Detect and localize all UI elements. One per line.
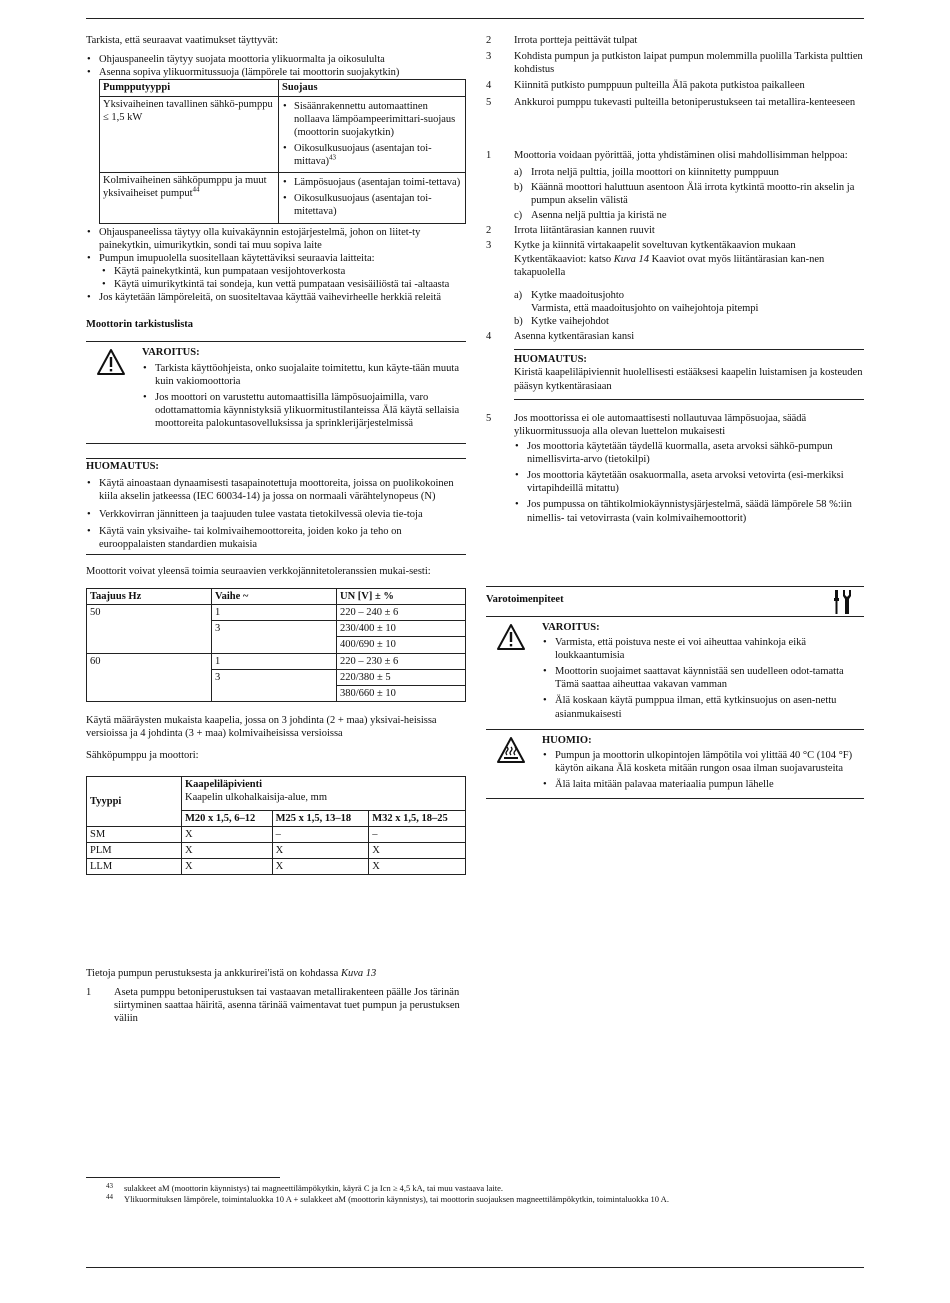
pump-protection-table	[99, 79, 466, 223]
table-header: M32 x 1,5, 18–25	[369, 810, 466, 826]
list-item: • Jos pumpussa on tähtikolmiokäynnistysjärjestelmä, säädä lämpörele 58 %:iin nimellis- tai vetovirrasta (vain kolmivaihemoottorit)	[514, 498, 864, 524]
warning-heading: VAROITUS:	[142, 347, 200, 359]
table-cell: 220/380 ± 5	[337, 669, 466, 685]
table-row: PLM X X X	[87, 842, 466, 858]
cable-text: Käytä määräysten mukaista kaapelia, jossa on 3 johdinta (2 + maa) yksivai-heisissa versioissa ja 4 johdinta (3 + maa) kolmivaiheisissa versioissa	[86, 714, 437, 739]
list-item: 2 Irrota liitäntärasian kannen ruuvit	[486, 225, 655, 237]
top-rule	[86, 18, 864, 19]
voltage-intro: Moottorit voivat yleensä toimia seuraavien verkkojännitetoleranssien mukai-sesti:	[86, 565, 431, 577]
table-cell: Kolmivaiheinen sähköpumppu ja muut yksivaiheiset pumput$^{44}$	[100, 173, 279, 223]
note-heading: HUOMAUTUS:	[86, 461, 159, 473]
list-item: • Käytä vain yksivaihe- tai kolmivaihemoottoreita, joiden koko ja teho on eurooppalaisten standardien mukaisia	[86, 525, 466, 551]
list-item: • Oikosulkusuojaus (asentajan toi-mitettava)	[282, 192, 462, 218]
warning-triangle-icon	[96, 348, 126, 376]
table-cell: 230/400 ± 10	[337, 621, 466, 637]
list-item: b) Kytke vaihejohdot	[514, 316, 609, 327]
table-header: Vaihe ~	[212, 589, 337, 605]
table-cell: 50	[87, 605, 212, 653]
section-title: Moottorin tarkistuslista	[86, 319, 194, 331]
list-item: • Lämpösuojaus (asentajan toimi-tettava)	[282, 176, 462, 189]
table-cell: 380/660 ± 10	[337, 685, 466, 701]
overload-steps	[486, 412, 864, 525]
table-header: M20 x 1,5, 6–12	[182, 810, 273, 826]
table-cell: Yksivaiheinen tavallinen sähkö-pumppu ≤ 1,5 kW	[100, 96, 279, 173]
note-box	[514, 349, 864, 399]
wiring-steps	[486, 149, 864, 344]
list-item: • Ohjauspaneelissa täytyy olla kuivakäynnin estojärjestelmä, johon on liitet-ty painekytkin, uimurikytkin, sondi tai muu sopiva laite	[86, 226, 466, 252]
list-item: • Verkkovirran jännitteen ja taajuuden tulee vastata tietokilvessä olevia tie-toja	[86, 508, 466, 521]
list-item: • Oikosulkusuojaus (asentajan toi-mittava)$^{43}$	[282, 142, 462, 168]
footnote-ref: 43	[329, 153, 336, 162]
table-cell: 3	[212, 621, 337, 653]
list-item: a) Kytke maadoitusjohto Varmista, että maadoitusjohto on vaihejohtoja pitempi	[514, 289, 759, 314]
pump-motor-label: Sähköpumppu ja moottori:	[86, 750, 199, 762]
list-item: 5 Ankkuroi pumppu tukevasti pulteilla betoniperustukseen tai metallira-kenteeseen	[486, 96, 856, 108]
list-item: 3 Kytke ja kiinnitä virtakaapelit soveltuvan kytkentäkaavion mukaan Kytkentäkaaviot: katso Kuva 14 Kaaviot ovat myös liitäntärasian kan-nen takapuolella a) Kytke maadoitusjohto Varmista, että maadoitusjohto on vaihejohtoja pitempi b) Kytke vaihejohdot	[486, 239, 864, 328]
warning-box	[486, 616, 864, 729]
footnote-ref: 44	[192, 185, 200, 194]
table-row	[100, 96, 466, 173]
table-row	[87, 605, 466, 621]
foundation-text: Tietoja pumpun perustuksesta ja ankkurirei'istä on kohdassa Kuva 13	[86, 968, 377, 979]
table-header: Suojaus	[279, 80, 466, 96]
footnotes	[106, 1183, 846, 1206]
figure-ref: Kuva 13	[340, 968, 377, 979]
table-cell: 220 – 230 ± 6	[337, 653, 466, 669]
note-heading: HUOMAUTUS:	[514, 354, 587, 366]
left-column	[86, 34, 466, 1026]
installation-steps-cont	[486, 34, 864, 109]
caution-heading: HUOMIO:	[542, 734, 592, 746]
note-list	[86, 477, 466, 551]
sub-steps	[514, 166, 864, 223]
divider	[86, 554, 466, 555]
list-item: • Moottorin suojaimet saattavat käynnistää sen uudelleen odot-tamatta Tämä saattaa aiheuttaa vakavan vamman	[542, 665, 864, 691]
divider	[86, 458, 466, 459]
list-item: • Älä laita mitään palavaa materiaalia pumpun lähelle	[542, 778, 864, 791]
tools-icon	[832, 590, 854, 614]
hot-surface-icon	[496, 736, 526, 764]
list-item: • Käytä ainoastaan dynaamisesti tasapainotettuja moottoreita, joissa on puolikokoinen kiila akselin jatkeessa (IEC 60034-14) ja jossa on normaali värähtelynopeus (N)	[86, 477, 466, 503]
sub-list	[101, 265, 466, 291]
caution-box	[486, 729, 864, 800]
sub-steps	[514, 289, 864, 328]
figure-ref: Kuva 14	[613, 253, 650, 265]
note-text: Kiristä kaapeliläpiviennit huolellisesti estääksesi kaapelin luistamisen ja kosteuden pääsyn kytkentärasiaan	[514, 367, 863, 392]
right-column	[486, 34, 864, 799]
list-item: • Asenna sopiva ylikuormitussuoja (lämpörele tai moottorin suojakytkin)	[86, 66, 466, 79]
list-item: 4 Kiinnitä putkisto pumppuun pulteilla Älä pakota putkistoa paikalleen	[486, 80, 805, 92]
table-header: Kaapeliläpivienti Kaapelin ulkohalkaisija-alue, mm	[182, 777, 466, 810]
list-item: • Jos moottoria käytetään osakuormalla, aseta arvoksi vetovirta (esi-merkiksi virtapihdeillä mitattu)	[514, 469, 864, 495]
installation-steps	[86, 986, 466, 1025]
table-cell: 1	[212, 605, 337, 621]
list-item: • Jos käytetään lämpöreleitä, on suositeltavaa käyttää vaihevirheelle herkkiä releitä	[86, 291, 466, 304]
warning-box	[86, 341, 466, 444]
table-header: M25 x 1,5, 13–18	[272, 810, 369, 826]
requirements-list	[86, 53, 466, 79]
bottom-rule	[86, 1267, 864, 1268]
table-cell: 3	[212, 669, 337, 701]
list-item: 5 Jos moottorissa ei ole automaattisesti nollautuvaa lämpösuojaa, säädä ylikuormitussuoja alla olevan luettelon mukaisesti • Jos moottoria käytetään täydellä kuormalla, aseta arvoksi sähkö-pumpun nimellisvirta-arvo (tietokilpi) • Jos moottoria käytetään osakuormalla, aseta arvoksi vetovirta (esi-merkiksi virtapihdeillä mitattu) • Jos pumpussa on tähtikolmiokäynnistysjärjestelmä, säädä lämpörele 58 %:iin nimellis- tai vetovirrasta (vain kolmivaihemoottorit)	[486, 412, 864, 525]
divider	[486, 586, 864, 587]
list-item: 4 Asenna kytkentärasian kansi	[486, 331, 635, 343]
list-item: • Pumpun ja moottorin ulkopintojen lämpötila voi ylittää 40 °C (104 °F) käytön aikana Älä kosketa mitään rungon osaa ilman suojavarusteita	[542, 749, 864, 775]
list-item: 3 Kohdista pumpun ja putkiston laipat pumpun molemmilla puolilla Tarkista pulttien kohdistus	[486, 51, 863, 76]
table-cell: 1	[212, 653, 337, 669]
list-item: • Ohjauspaneelin täytyy suojata moottoria ylikuormalta ja oikosululta	[86, 53, 466, 66]
warning-heading: VAROITUS:	[542, 621, 600, 633]
list-item: • Jos moottori on varustettu automaattisilla lämpösuojaimilla, varo odottamattomia käynnistyksiä ylikuormitustilanteissa Älä käytä sellaisia moottoreita palokuntasovelluksissa ja sprinklerijärjestelmissä	[142, 391, 466, 430]
list-item: • Jos moottoria käytetään täydellä kuormalla, aseta arvoksi sähkö-pumpun nimellisvirta-arvo (tietokilpi)	[514, 440, 864, 466]
list-item: 1 Moottoria voidaan pyörittää, jotta yhdistäminen olisi mahdollisimman helppoa: a) Irrota neljä pulttia, joilla moottori on kiinnitetty pumppuun b) Käännä moottori haluttuun asentoon Älä irrota kytkintä mootto-rin akselin ja pumpun akselin välistä c) Asenna neljä pulttia ja kiristä ne	[486, 149, 864, 223]
list-item: a) Irrota neljä pulttia, joilla moottori on kiinnitetty pumppuun	[514, 166, 779, 178]
requirements-intro: Tarkista, että seuraavat vaatimukset täyttyvät:	[86, 35, 278, 46]
table-row	[87, 653, 466, 669]
list-item: b) Käännä moottori haluttuun asentoon Älä irrota kytkintä mootto-rin akselin ja pumpun akselin välistä	[514, 181, 855, 206]
list-item: 1 Aseta pumppu betoniperustuksen tai vastaavan metallirakenteen päälle Jos tärinän siirtyminen saattaa häiritä, asenna tärinää vaimentavat tuet pumpun ja perustuksen väliin	[86, 987, 460, 1025]
list-item: • Käytä uimurikytkintä tai sondeja, kun vettä pumpataan vesisäiliöstä tai -altaasta	[101, 278, 466, 291]
footnote-rule	[86, 1177, 280, 1178]
table-header: UN [V] ± %	[337, 589, 466, 605]
table-header: Pumpputyyppi	[100, 80, 279, 96]
table-row: LLM X X X	[87, 858, 466, 874]
warning-triangle-icon	[496, 623, 526, 651]
list-item: • Sisäänrakennettu automaattinen nollaava lämpöampeerimittari-suojaus (moottorin suojakytkin)	[282, 100, 462, 139]
list-item: • Pumpun imupuolella suositellaan käytettäviksi seuraavia laitteita: • Käytä painekytkintä, kun pumpataan vesijohtoverkosta • Käytä uimurikytkintä tai sondeja, kun vettä pumpataan vesisäiliöstä tai -altaasta	[86, 252, 466, 291]
table-cell: 220 – 240 ± 6	[337, 605, 466, 621]
list-item: 2 Irrota portteja peittävät tulpat	[486, 35, 638, 46]
table-header: Taajuus Hz	[87, 589, 212, 605]
cable-gland-table	[86, 776, 466, 875]
list-item: • Tarkista käyttöohjeista, onko suojalaite toimitettu, kun käyte-tään muuta kuin vakiomoottoria	[142, 362, 466, 388]
additional-requirements	[86, 226, 466, 305]
footnote: 44 Ylikuormituksen lämpörele, toimintaluokka 10 A + sulakkeet aM (moottorin käynnistys), tai moottorin suojauksen magneettilämpökytkin, toimintaluokka 10 A.	[106, 1193, 669, 1205]
table-cell: 60	[87, 653, 212, 701]
list-item: • Varmista, että poistuva neste ei voi aiheuttaa vahinkoja eikä loukkaantumisia	[542, 636, 864, 662]
list-item: c) Asenna neljä pulttia ja kiristä ne	[514, 210, 667, 222]
table-cell	[279, 173, 466, 223]
table-row	[100, 173, 466, 223]
list-item: • Älä koskaan käytä pumppua ilman, että kytkinsuojus on asen-nettu asianmukaisesti	[542, 694, 864, 720]
table-cell	[279, 96, 466, 173]
table-row: SM X – –	[87, 826, 466, 842]
table-header: Tyyppi	[87, 777, 182, 826]
table-cell: 400/690 ± 10	[337, 637, 466, 653]
footnote: 43 sulakkeet aM (moottorin käynnistys) tai magneettilämpökytkin, käyrä C ja Icn ≥ 4,5 kA, tai muu vastaava laite.	[106, 1182, 504, 1193]
list-item: • Käytä painekytkintä, kun pumpataan vesijohtoverkosta	[101, 265, 466, 278]
section-title: Varotoimenpiteet	[486, 593, 564, 605]
voltage-table	[86, 588, 466, 702]
